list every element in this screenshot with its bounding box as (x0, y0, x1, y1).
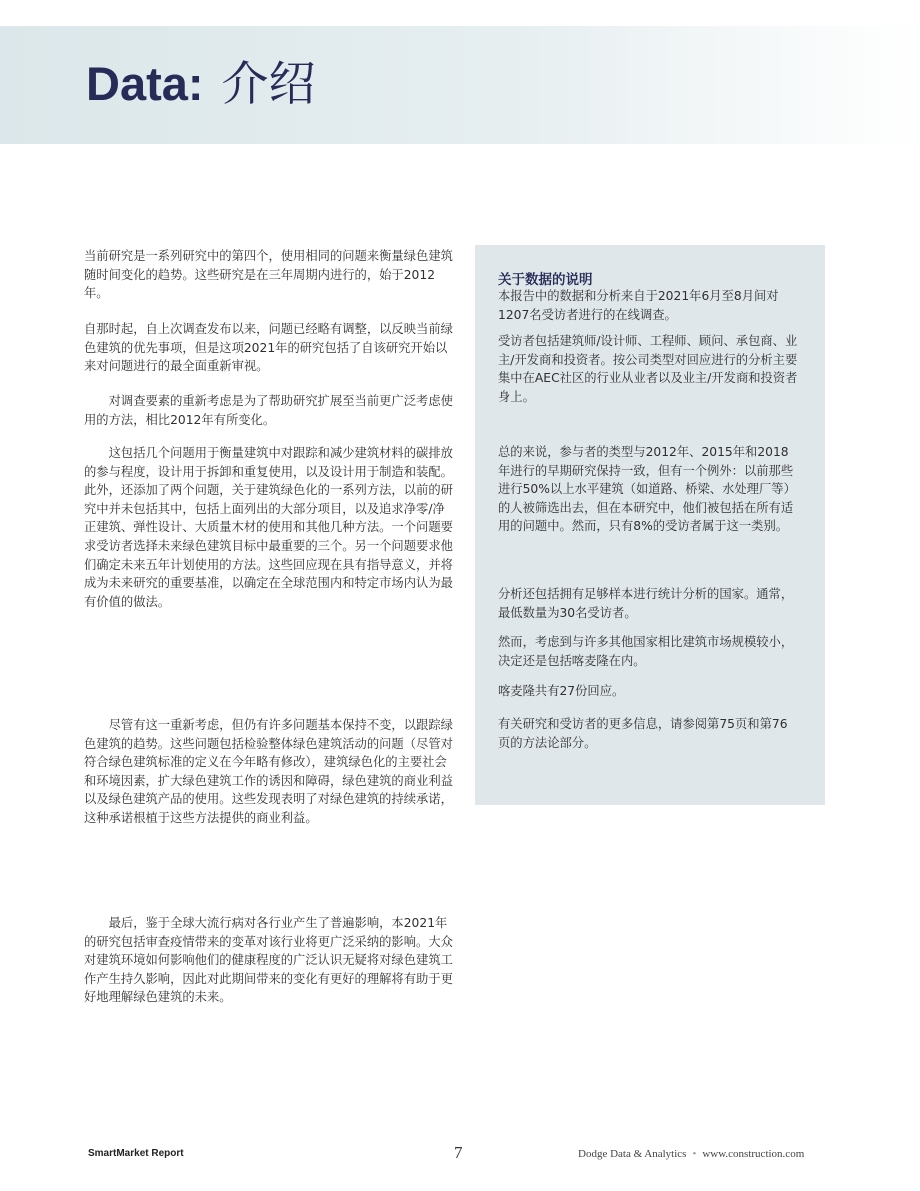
data-notes-paragraph-4: 分析还包括拥有足够样本进行统计分析的国家。通常，最低数量为30名受访者。 (498, 587, 794, 620)
report-name: SmartMarket Report (88, 1148, 184, 1159)
data-notes-paragraph-6: 喀麦隆共有27份回应。 (498, 684, 625, 698)
publisher-name: Dodge Data & Analytics (578, 1148, 687, 1160)
body-paragraph-2: 自那时起，自上次调查发布以来，问题已经略有调整，以反映当前绿色建筑的优先事项，但是这项2021年的研究包括了自该研究开始以来对问题进行的最全面重新审视。 (84, 322, 453, 374)
body-paragraph-6: 最后，鉴于全球大流行病对各行业产生了普遍影响，本2021年的研究包括审查疫情带来的变革对该行业将更广泛采纳的影响。大众对建筑环境如何影响他们的健康程度的广泛认识无疑将对绿色建筑工作产生持久影响，因此对此期间带来的变化有更好的理解将有助于更好地理解绿色建筑的未来。 (84, 916, 453, 1005)
body-paragraph-4: 这包括几个问题用于衡量建筑中对跟踪和减少建筑材料的碳排放的参与程度，设计用于拆卸和重复使用，以及设计用于制造和装配。此外，还添加了两个问题，关于建筑绿色化的一系列方法，以前的研究中并未包括其中，包括上面列出的大部分项目，以及追求净零/净正建筑、弹性设计、大质量木材的使用和其他几种方法。一个问题要求受访者选择未来绿色建筑目标中最重要的三个。另一个问题要求他们确定未来五年计划使用的方法。这些回应现在具有指导意义，并将成为未来研究的重要基准，以确定在全球范围内和特定市场内认为最有价值的做法。 (84, 446, 453, 609)
footer-publisher-info (578, 1148, 804, 1160)
page-title-zh: 介绍 (221, 57, 316, 112)
data-notes-paragraph-1: 本报告中的数据和分析来自于2021年6月至8月间对1207名受访者进行的在线调查。 (498, 289, 779, 322)
body-paragraph-3: 对调查要素的重新考虑是为了帮助研究扩展至当前更广泛考虑使用的方法，相比2012年有所变化。 (84, 394, 453, 427)
page-number: 7 (454, 1143, 463, 1162)
data-notes-title: 关于数据的说明 (498, 272, 593, 288)
footer-separator: • (692, 1148, 697, 1160)
body-paragraph-1: 当前研究是一系列研究中的第四个，使用相同的问题来衡量绿色建筑随时间变化的趋势。这些研究是在三年周期内进行的，始于2012年。 (84, 249, 453, 301)
page-title-en: Data: (86, 57, 204, 110)
body-paragraph-5: 尽管有这一重新考虑，但仍有许多问题基本保持不变，以跟踪绿色建筑的趋势。这些问题包括检验整体绿色建筑活动的问题（尽管对符合绿色建筑标准的定义在今年略有修改），建筑绿色化的主要社会和环境因素，扩大绿色建筑工作的诱因和障碍，绿色建筑的商业利益以及绿色建筑产品的使用。这些发现表明了对绿色建筑的持续承诺，这种承诺根植于这些方法提供的商业利益。 (84, 718, 453, 825)
data-notes-paragraph-2: 受访者包括建筑师/设计师、工程师、顾问、承包商、业主/开发商和投资者。按公司类型对回应进行的分析主要集中在AEC社区的行业从业者以及业主/开发商和投资者身上。 (498, 334, 798, 404)
data-notes-paragraph-7: 有关研究和受访者的更多信息，请参阅第75页和第76页的方法论部分。 (498, 717, 788, 750)
data-notes-paragraph-5: 然而，考虑到与许多其他国家相比建筑市场规模较小，决定还是包括喀麦隆在内。 (498, 635, 794, 668)
data-notes-paragraph-3: 总的来说，参与者的类型与2012年、2015年和2018年进行的早期研究保持一致，但有一个例外：以前那些进行50%以上水平建筑（如道路、桥梁、水处理厂等）的人被筛选出去，但在本研究中，他们被包括在所有适用的问题中。然而，只有8%的受访者属于这一类别。 (498, 445, 796, 534)
publisher-website: www.construction.com (702, 1148, 805, 1160)
page-title (86, 56, 316, 113)
